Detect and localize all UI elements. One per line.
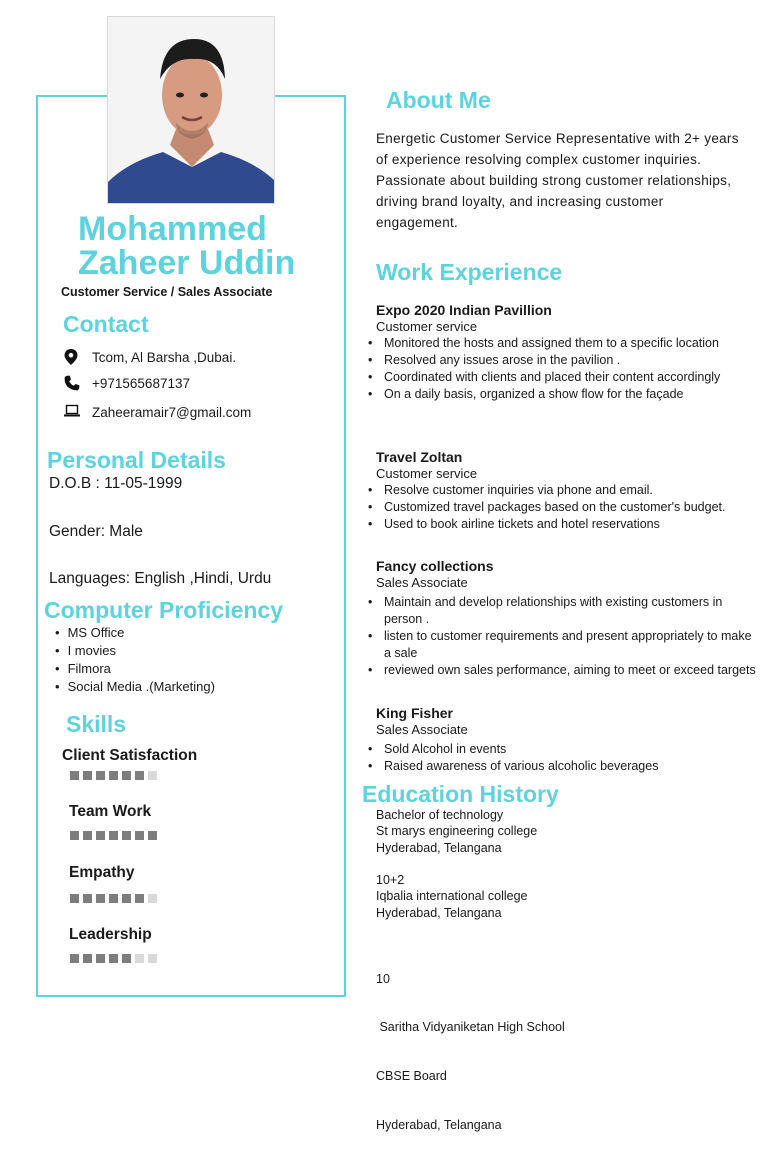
degree-text: 10+2 xyxy=(376,873,405,887)
rating-square-filled xyxy=(109,954,118,963)
work-experience-heading: Work Experience xyxy=(376,259,563,285)
job-role: Sales Associate xyxy=(376,575,468,590)
candidate-name xyxy=(78,212,295,280)
skill-rating xyxy=(70,771,157,780)
institution-text: Saritha Vidyaniketan High School xyxy=(376,1020,565,1035)
list-item: • listen to customer requirements and present appropriately to make a sale xyxy=(376,628,756,662)
job-role: Sales Associate xyxy=(376,722,468,737)
rating-square-empty xyxy=(148,771,157,780)
list-item: • reviewed own sales performance, aiming to meet or exceed targets xyxy=(376,662,756,679)
rating-square-filled xyxy=(109,771,118,780)
job-entry xyxy=(376,449,756,533)
email-text: Zaheeramair7@gmail.com xyxy=(92,404,252,420)
location-text: Hyderabad, Telangana xyxy=(376,1118,502,1133)
job-entry xyxy=(376,302,756,403)
skill-name: Team Work xyxy=(69,803,152,820)
job-role: Customer service xyxy=(376,466,478,481)
about-text: Energetic Customer Service Representative with 2+ years of experience resolving complex customer inquiries. Passionate about building strong customer relationships, driving brand loyalty, and increasing customer engagement. xyxy=(376,131,739,230)
skill-rating xyxy=(70,894,157,903)
job-bullets xyxy=(376,594,756,679)
list-item: • Sold Alcohol in events xyxy=(376,741,756,758)
contact-email xyxy=(64,404,251,420)
list-item: • Raised awareness of various alcoholic beverages xyxy=(376,758,756,775)
company-name: King Fisher xyxy=(376,705,454,721)
skill-name: Client Satisfaction xyxy=(62,747,198,764)
job-bullets xyxy=(376,335,756,403)
contact-address xyxy=(64,349,236,365)
location-text: Hyderabad, Telangana xyxy=(376,840,502,855)
rating-square-filled xyxy=(122,894,131,903)
rating-square-filled xyxy=(122,954,131,963)
education-entry xyxy=(376,938,756,1150)
list-item: • Resolved any issues arose in the pavilion . xyxy=(376,352,756,369)
rating-square-filled xyxy=(135,894,144,903)
company-name: Travel Zoltan xyxy=(376,449,463,465)
rating-square-filled xyxy=(96,894,105,903)
board-text: CBSE Board xyxy=(376,1069,447,1084)
job-title: Customer Service / Sales Associate xyxy=(61,285,273,299)
rating-square-filled xyxy=(122,771,131,780)
skill-rating xyxy=(70,954,157,963)
rating-square-filled xyxy=(96,771,105,780)
about-heading: About Me xyxy=(386,87,491,113)
list-item: • Social Media .(Marketing) xyxy=(55,678,335,696)
list-item: • Customized travel packages based on the customer's budget. xyxy=(376,499,756,516)
job-entry xyxy=(376,705,756,775)
address-text: Tcom, Al Barsha ,Dubai. xyxy=(92,349,237,365)
rating-square-filled xyxy=(148,831,157,840)
institution-text: Iqbalia international college xyxy=(376,889,528,904)
rating-square-filled xyxy=(96,831,105,840)
rating-square-filled xyxy=(135,771,144,780)
rating-square-filled xyxy=(135,831,144,840)
institution-text: St marys engineering college xyxy=(376,824,538,839)
rating-square-filled xyxy=(83,954,92,963)
skill-name: Leadership xyxy=(69,926,152,943)
degree-text: Bachelor of technology xyxy=(376,808,504,822)
rating-square-filled xyxy=(109,831,118,840)
list-item: • Maintain and develop relationships with existing customers in person . xyxy=(376,594,756,628)
list-item: • Coordinated with clients and placed their content accordingly xyxy=(376,369,756,386)
rating-square-empty xyxy=(148,954,157,963)
location-pin-icon xyxy=(64,349,80,365)
languages-text: Languages: English ,Hindi, Urdu xyxy=(49,570,272,587)
dob-text: D.O.B : 11-05-1999 xyxy=(49,475,183,492)
rating-square-filled xyxy=(96,954,105,963)
job-bullets xyxy=(376,482,756,533)
job-role: Customer service xyxy=(376,319,478,334)
skill-name: Empathy xyxy=(69,864,135,881)
list-item: • On a daily basis, organized a show flow for the façade xyxy=(376,386,756,403)
contact-heading: Contact xyxy=(63,311,149,337)
job-bullets xyxy=(376,741,756,775)
education-heading: Education History xyxy=(362,781,559,807)
phone-text: +971565687137 xyxy=(92,375,190,391)
rating-square-filled xyxy=(83,894,92,903)
company-name: Expo 2020 Indian Pavillion xyxy=(376,302,552,318)
company-name: Fancy collections xyxy=(376,558,494,574)
rating-square-filled xyxy=(83,771,92,780)
list-item: • Resolve customer inquiries via phone and email. xyxy=(376,482,756,499)
rating-square-filled xyxy=(70,831,79,840)
list-item: • MS Office xyxy=(55,624,335,642)
skills-heading: Skills xyxy=(66,711,127,737)
rating-square-filled xyxy=(70,894,79,903)
rating-square-filled xyxy=(83,831,92,840)
phone-icon xyxy=(64,375,80,391)
rating-square-empty xyxy=(135,954,144,963)
list-item: • I movies xyxy=(55,642,335,660)
degree-text: 10 xyxy=(376,971,390,986)
rating-square-filled xyxy=(122,831,131,840)
personal-details-heading: Personal Details xyxy=(47,447,226,473)
job-entry xyxy=(376,558,756,679)
name-line-2: Zaheer Uddin xyxy=(78,244,296,282)
list-item: • Filmora xyxy=(55,660,335,678)
computer-proficiency-list xyxy=(55,624,335,696)
name-line-1: Mohammed xyxy=(78,210,267,248)
gender-text: Gender: Male xyxy=(49,523,143,540)
education-entry xyxy=(376,807,756,856)
skill-rating xyxy=(70,831,157,840)
rating-square-filled xyxy=(70,771,79,780)
rating-square-filled xyxy=(70,954,79,963)
profile-photo xyxy=(107,16,275,204)
location-text: Hyderabad, Telangana xyxy=(376,905,502,920)
education-entry xyxy=(376,872,756,921)
list-item: • Used to book airline tickets and hotel reservations xyxy=(376,516,756,533)
list-item: • Monitored the hosts and assigned them to a specific location xyxy=(376,335,756,352)
rating-square-empty xyxy=(148,894,157,903)
computer-proficiency-heading: Computer Proficiency xyxy=(44,597,283,623)
contact-phone xyxy=(64,375,190,391)
rating-square-filled xyxy=(109,894,118,903)
laptop-icon xyxy=(64,404,80,420)
